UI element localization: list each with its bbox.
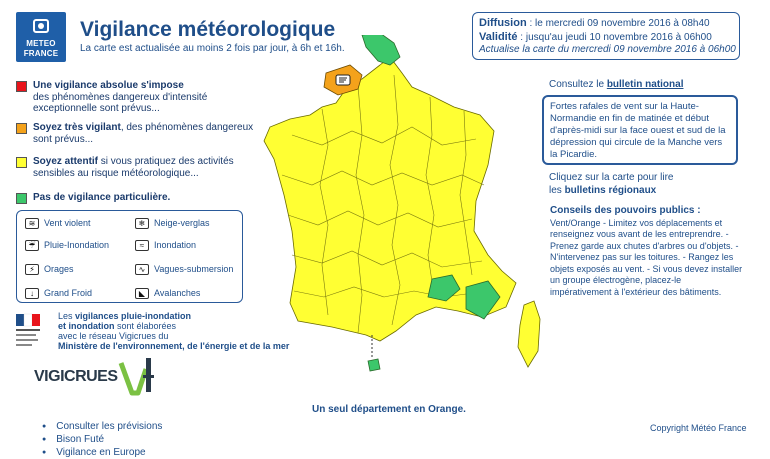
phenomenon-avalanche: ◣ Avalanches [135,286,200,300]
meteo-france-logo[interactable] [16,12,66,62]
regional-bulletin-link[interactable]: bulletins régionaux [564,185,657,196]
vigicrues-v-icon[interactable] [118,355,158,397]
legend-item-yellow [16,156,266,179]
legend-green-title: Pas de vigilance particulière. [33,192,171,203]
legend-yellow-title: Soyez attentif [33,156,99,167]
ministry-logo-icon[interactable] [15,313,41,349]
phenomenon-rain: ☔ Pluie-Inondation [25,238,109,252]
legend-red-text: des phénomènes dangereux d'intensité exceptionnelle sont prévus... [33,91,208,114]
map-caption: Un seul département en Orange. [312,404,466,415]
page-subtitle: La carte est actualisée au moins 2 fois par jour, à 6h et 16h. [80,43,345,54]
snow-icon: ❄ [135,218,149,229]
vigicrues-description: Les vigilances pluie-inondation et inondation sont élaborées avec le réseau Vigicrues du Ministère de l'environnement, de l'énergie et de la mer [58,311,290,351]
update-note: Actualise la carte du mercredi 09 novembre 2016 à 06h00 [479,44,736,55]
meteo-france-emblem-icon [33,19,49,33]
phenomenon-wind: ≋ Vent violent [25,216,91,230]
dept-small-green [368,359,380,371]
wind-warning-icon [336,75,350,85]
diffusion-value: : le mercredi 09 novembre 2016 à 08h40 [526,18,710,29]
flood-icon: ≈ [135,240,149,251]
legend-red-title: Une vigilance absolue s'impose [33,80,184,91]
ministry-link[interactable]: Ministère de l'environnement, de l'énergie et de la mer [58,341,290,351]
national-bulletin-line: Consultez le bulletin national [549,79,684,90]
phenomenon-snow: ❄ Neige-verglas [135,216,210,230]
legend-orange-text: , des phénomènes dangereux sont prévus... [33,122,254,145]
legend-yellow-text: si vous pratiquez des activités sensibles au risque météorologique... [33,156,234,179]
national-bulletin-link[interactable]: bulletin national [606,79,684,90]
page-title: Vigilance météorologique [80,18,336,41]
wave-icon: ∿ [135,264,149,275]
corsica [518,301,540,367]
avalanche-icon: ◣ [135,288,149,299]
validite-value: : jusqu'au jeudi 10 novembre 2016 à 06h00 [517,31,712,43]
logo-text-line2: FRANCE [23,49,59,58]
footer-links [42,420,162,459]
validite-label: Validité [479,30,518,43]
link-previsions[interactable]: ● Consulter les prévisions [42,420,162,433]
phenomenon-cold: ↓ Grand Froid [25,286,92,300]
wind-icon: ≋ [25,218,39,229]
vigicrues-logo[interactable]: VIGICRUES [34,368,118,385]
legend-orange-title: Soyez très vigilant [33,122,121,133]
orange-swatch [16,123,27,134]
public-advice-title: Conseils des pouvoirs publics : [550,205,701,216]
logo-text-line1: METEO [26,39,56,48]
phenomena-legend-box [16,210,243,303]
public-advice [550,205,745,298]
copyright: Copyright Météo France [650,423,747,433]
link-vigilance-europe[interactable]: ● Vigilance en Europe [42,446,162,459]
yellow-swatch [16,157,27,168]
thermometer-icon: ↓ [25,288,39,299]
storm-icon: ⚡ [25,264,39,275]
legend-item-orange [16,122,266,145]
green-swatch [16,193,27,204]
national-bulletin-box: Fortes rafales de vent sur la Haute-Normandie en fin de matinée et début d'après-midi sur la face ouest et sud de la dépression qui circule de la Manche vers la Picardie. [542,95,738,165]
legend-item-red [16,80,266,115]
phenomenon-flood: ≈ Inondation [135,238,196,252]
red-swatch [16,81,27,92]
link-bison-fute[interactable]: ● Bison Futé [42,433,162,446]
phenomenon-storm: ⚡ Orages [25,262,74,276]
legend-item-green [16,192,266,204]
dept-nord-green [362,35,400,65]
phenomenon-wave: ∿ Vagues-submersion [135,262,233,276]
rain-icon: ☔ [25,240,39,251]
diffusion-label: Diffusion [479,17,527,29]
france-vigilance-map[interactable] [262,35,562,385]
public-advice-text: Vent/Orange - Limitez vos déplacements et renseignez vous avant de les entreprendre. - Prenez garde aux chutes d'arbres ou d'objets. - N'intervenez pas sur les toitures. - Rangez les objets exposés au vent. - Si vous devez installer un groupe électrogène, placez-le impérativement à l'extérieur des bâtiments. [550,217,743,297]
regional-bulletin-line: Cliquez sur la carte pour lire les bulletins régionaux [549,172,674,196]
